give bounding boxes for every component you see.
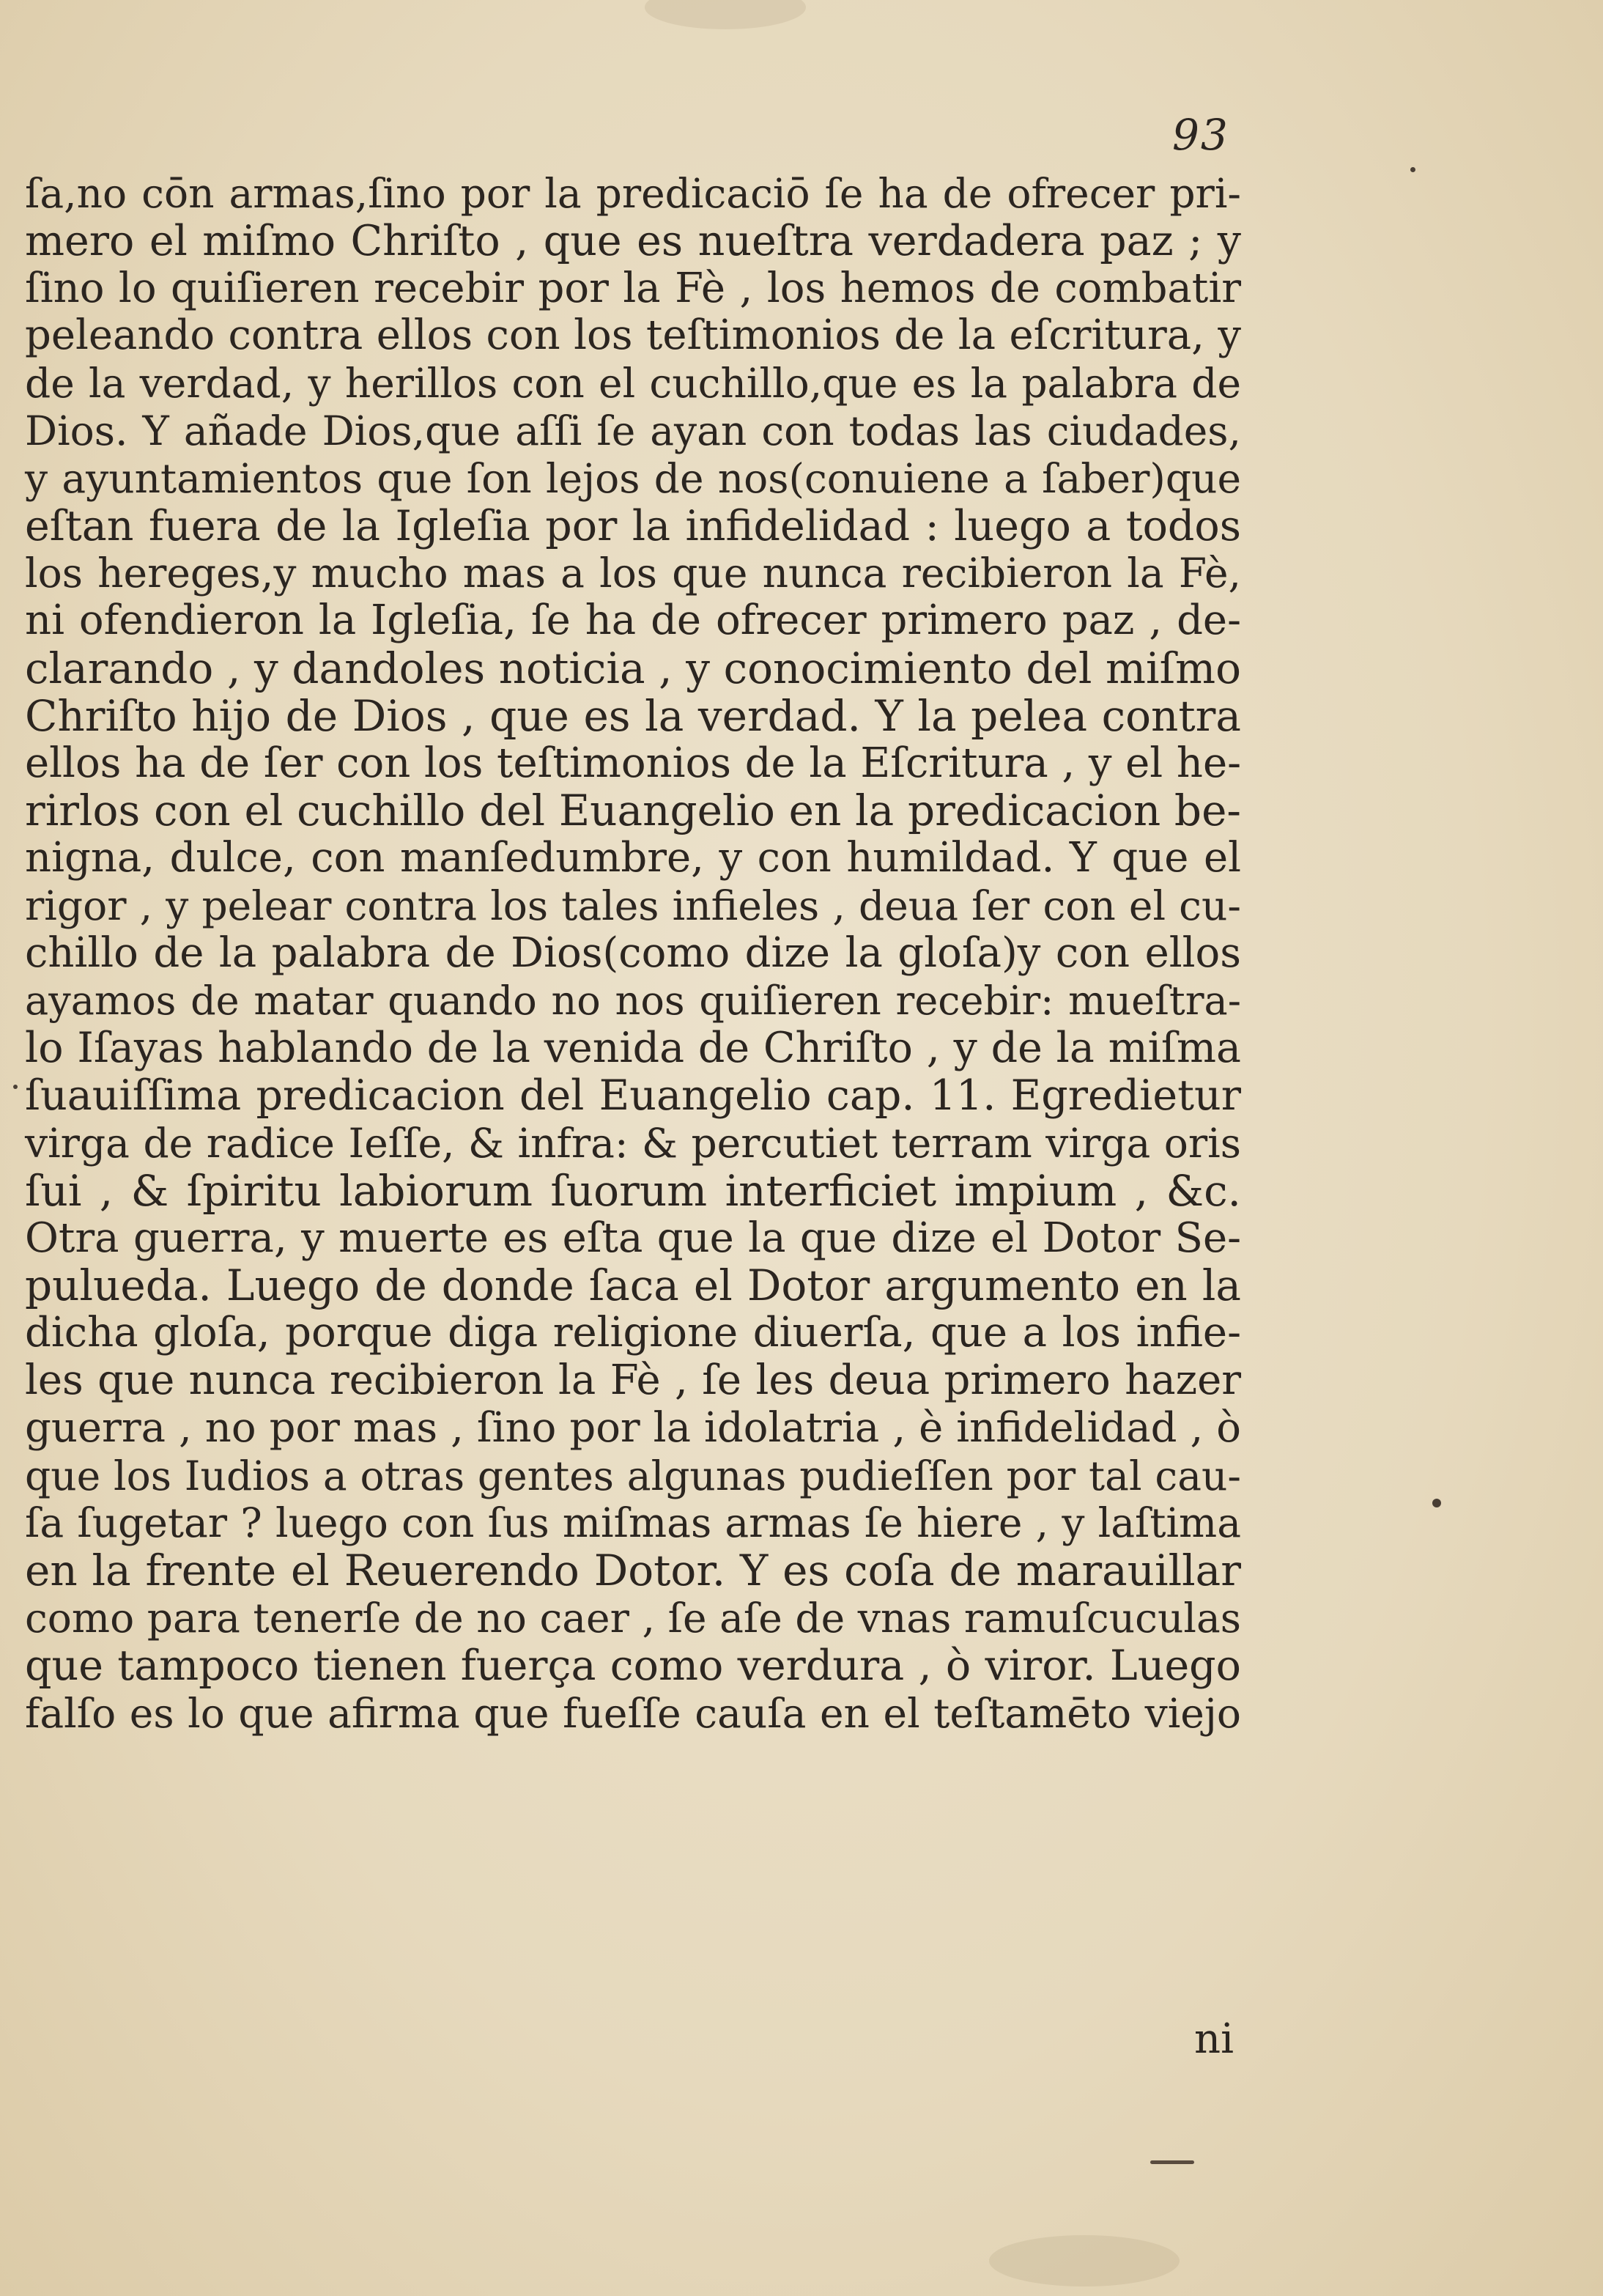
text-line: clarando , y dandoles noticia , y conocimiento del miſmo xyxy=(25,643,1241,693)
text-line: pulueda. Luego de donde ſaca el Dotor argumento en la xyxy=(25,1260,1241,1311)
text-line: ſuauiſſima predicacion del Euangelio cap. 11. Egredietur xyxy=(25,1071,1241,1121)
text-line: Otra guerra, y muerte es eſta que la que dize el Dotor Se- xyxy=(25,1214,1241,1262)
text-line: ſa ſugetar ? luego con ſus miſmas armas ſe hiere , y laſtima xyxy=(25,1499,1241,1547)
text-line: los hereges,y mucho mas a los que nunca recibieron la Fè, xyxy=(25,550,1241,597)
text-line: ellos ha de ſer con los teſtimonios de la Eſcritura , y el he- xyxy=(25,739,1241,787)
text-line: dicha gloſa, porque diga religione diuerſa, que a los infie- xyxy=(25,1309,1241,1357)
text-line: ni ofendieron la Igleſia, ſe ha de ofrecer primero paz , de- xyxy=(25,597,1241,645)
page-number: 93 xyxy=(1172,110,1229,160)
ink-speck xyxy=(1432,1499,1441,1507)
text-line: y ayuntamientos que ſon lejos de nos(conuiene a ſaber)que xyxy=(25,454,1241,502)
text-line: chillo de la palabra de Dios(como dize la gloſa)y con ellos xyxy=(25,929,1241,977)
ink-smudge xyxy=(1150,2160,1194,2164)
text-line: virga de radice Ieſſe, & infra: & percutiet terram virga oris xyxy=(25,1119,1241,1167)
text-line: en la frente el Reuerendo Dotor. Y es coſa de marauillar xyxy=(25,1546,1241,1596)
text-line: ayamos de matar quando no nos quiſieren recebir: mueſtra- xyxy=(25,977,1241,1024)
text-line: lo Iſayas hablando de la venida de Chriſto , y de la miſma xyxy=(25,1024,1241,1073)
paper-stain xyxy=(645,0,806,29)
ink-speck xyxy=(13,1085,18,1089)
text-line: Dios. Y añade Dios,que aſſi ſe ayan con todas las ciudades, xyxy=(25,407,1241,454)
text-line: les que nunca recibieron la Fè , ſe les deua primero hazer xyxy=(25,1356,1241,1404)
text-line: que los Iudios a otras gentes algunas pudieſſen por tal cau- xyxy=(25,1452,1241,1499)
text-line: mero el miſmo Chriſto , que es nueſtra verdadera paz ; y xyxy=(25,216,1241,265)
catchword: ni xyxy=(1194,2015,1234,2063)
text-line: como para tenerſe de no caer , ſe aſe de vnas ramuſcuculas xyxy=(25,1594,1241,1642)
paper-stain xyxy=(989,2235,1180,2286)
text-line: ſui , & ſpiritu labiorum ſuorum interficiet impium , &c. xyxy=(25,1165,1241,1216)
text-line: ſa,no cōn armas,ſino por la predicaciō ſe ha de ofrecer pri- xyxy=(25,170,1241,217)
text-line: rigor , y pelear contra los tales infieles , deua ſer con el cu- xyxy=(25,882,1241,929)
text-line: peleando contra ellos con los teſtimonios de la eſcritura, y xyxy=(25,311,1241,360)
text-line: ſino lo quiſieren recebir por la Fè , los hemos de combatir xyxy=(25,264,1241,312)
text-line: rirlos con el cuchillo del Euangelio en la predicacion be- xyxy=(25,786,1241,836)
ink-speck xyxy=(1410,167,1415,172)
text-line: Chriſto hijo de Dios , que es la verdad. Y la pelea contra xyxy=(25,690,1241,741)
text-line: guerra , no por mas , ſino por la idolatria , è infidelidad , ò xyxy=(25,1403,1241,1452)
body-text xyxy=(25,170,1241,1737)
text-line: nigna, dulce, con manſedumbre, y con humildad. Y que el xyxy=(25,834,1241,882)
text-line: eſtan fuera de la Igleſia por la infidelidad : luego a todos xyxy=(25,501,1241,550)
text-line: que tampoco tienen fuerça como verdura , ò viror. Luego xyxy=(25,1641,1241,1690)
text-line: de la verdad, y herillos con el cuchillo,que es la palabra de xyxy=(25,360,1241,407)
text-line: falſo es lo que afirma que fueſſe cauſa en el teſtamēto viejo xyxy=(25,1689,1241,1737)
